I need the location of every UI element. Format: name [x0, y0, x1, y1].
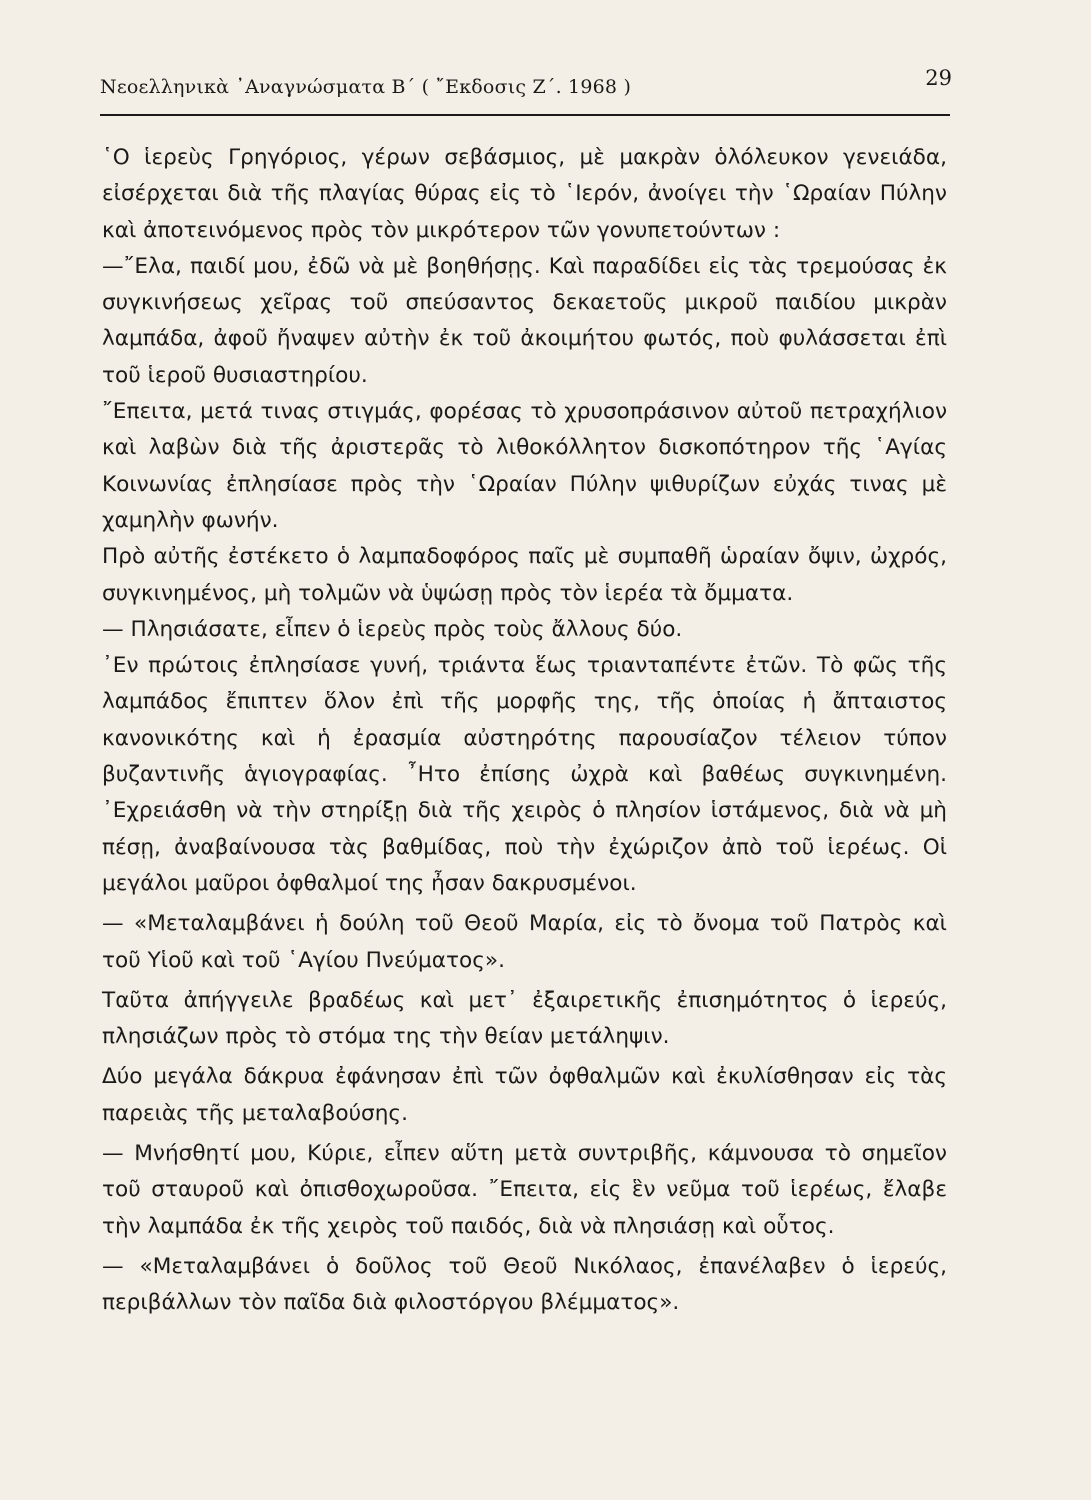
paragraph: — «Μεταλαμβάνει ὁ δοῦλος τοῦ Θεοῦ Νικόλαος, ἐπανέλαβεν ὁ ἱερεύς, περιβάλλων τὸν παῖδα διὰ φιλοστόργου βλέμματος». — [102, 1253, 947, 1316]
page-number: 29 — [925, 66, 952, 90]
paragraph: Ταῦτα ἀπήγγειλε βραδέως καὶ μετ᾿ ἐξαιρετικῆς ἐπισημότητος ὁ ἱερεύς, πλησιάζων πρὸς τὸ στόμα της τὴν θείαν μετάληψιν. — [102, 987, 947, 1050]
paragraph: ᾿Εν πρώτοις ἐπλησίασε γυνή, τριάντα ἕως τριανταπέντε ἐτῶν. Τὸ φῶς τῆς λαμπάδος ἔπιπτεν ὅλον ἐπὶ τῆς μορφῆς της, τῆς ὁποίας ἡ ἄπταιστος κανονικότης καὶ ἡ ἐρασμία αὐστηρότης παρουσίαζον τέλειον τύπον βυζαντινῆς ἁγιογραφίας. ῏Ητο ἐπίσης ὠχρὰ καὶ βαθέως συγκινημένη. ᾿Εχρειάσθη νὰ τὴν στηρίξῃ διὰ τῆς χειρὸς ὁ πλησίον ἱστάμενος, διὰ νὰ μὴ πέσῃ, ἀναβαίνουσα τὰς βαθμίδας, ποὺ τὴν ἐχώριζον ἀπὸ τοῦ ἱερέως. Οἱ μεγάλοι μαῦροι ὀφθαλμοί της ἦσαν δακρυσμένοι. — [102, 653, 947, 896]
paragraph: — Πλησιάσατε, εἶπεν ὁ ἱερεὺς πρὸς τοὺς ἄλλους δύο. — [102, 616, 683, 642]
page-header — [100, 66, 952, 106]
paragraph: ῾Ο ἱερεὺς Γρηγόριος, γέρων σεβάσμιος, μὲ μακρὰν ὁλόλευκον γενειάδα, εἰσέρχεται διὰ τῆς πλαγίας θύρας εἰς τὸ ῾Ιερόν, ἀνοίγει τὴν ῾Ωραίαν Πύλην καὶ ἀποτεινόμενος πρὸς τὸν μικρότερον τῶν γονυπετούντων : — [102, 145, 947, 243]
paragraph: Πρὸ αὐτῆς ἐστέκετο ὁ λαμπαδοφόρος παῖς μὲ συμπαθῆ ὡραίαν ὄψιν, ὠχρός, συγκινημένος, μὴ τολμῶν νὰ ὑψώσῃ πρὸς τὸν ἱερέα τὰ ὄμματα. — [102, 544, 947, 606]
header-rule — [100, 114, 950, 116]
body-text — [102, 140, 947, 1322]
paragraph: Δύο μεγάλα δάκρυα ἐφάνησαν ἐπὶ τῶν ὀφθαλμῶν καὶ ἐκυλίσθησαν εἰς τὰς παρειὰς τῆς μεταλαβούσης. — [102, 1064, 947, 1126]
running-title: Νεοελληνικὰ ᾿Αναγνώσματα Β΄ ( ῎Εκδοσις Ζ΄. 1968 ) — [100, 76, 632, 98]
paragraph: — «Μεταλαμβάνει ἡ δούλη τοῦ Θεοῦ Μαρία, εἰς τὸ ὄνομα τοῦ Πατρὸς καὶ τοῦ Υἱοῦ καὶ τοῦ ῾Αγίου Πνεύματος». — [102, 911, 947, 973]
paragraph: —῎Ελα, παιδί μου, ἐδῶ νὰ μὲ βοηθήσῃς. Καὶ παραδίδει εἰς τὰς τρεμούσας ἐκ συγκινήσεως χεῖρας τοῦ σπεύσαντος δεκαετοῦς μικροῦ παιδίου μικρὰν λαμπάδα, ἀφοῦ ἤναψεν αὐτὴν ἐκ τοῦ ἀκοιμήτου φωτός, ποὺ φυλάσσεται ἐπὶ τοῦ ἱεροῦ θυσιαστηρίου. — [102, 253, 947, 388]
paragraph: ῎Επειτα, μετά τινας στιγμάς, φορέσας τὸ χρυσοπράσινον αὐτοῦ πετραχήλιον καὶ λαβὼν διὰ τῆς ἀριστερᾶς τὸ λιθοκόλλητον δισκοπότηρον τῆς ῾Αγίας Κοινωνίας ἐπλησίασε πρὸς τὴν ῾Ωραίαν Πύλην ψιθυρίζων εὐχάς τινας μὲ χαμηλὴν φωνήν. — [102, 399, 947, 533]
paragraph: — Μνήσθητί μου, Κύριε, εἶπεν αὕτη μετὰ συντριβῆς, κάμνουσα τὸ σημεῖον τοῦ σταυροῦ καὶ ὀπισθοχωροῦσα. ῎Επειτα, εἰς ἓν νεῦμα τοῦ ἱερέως, ἔλαβε τὴν λαμπάδα ἐκ τῆς χειρὸς τοῦ παιδός, διὰ νὰ πλησιάσῃ καὶ οὗτος. — [102, 1141, 947, 1239]
